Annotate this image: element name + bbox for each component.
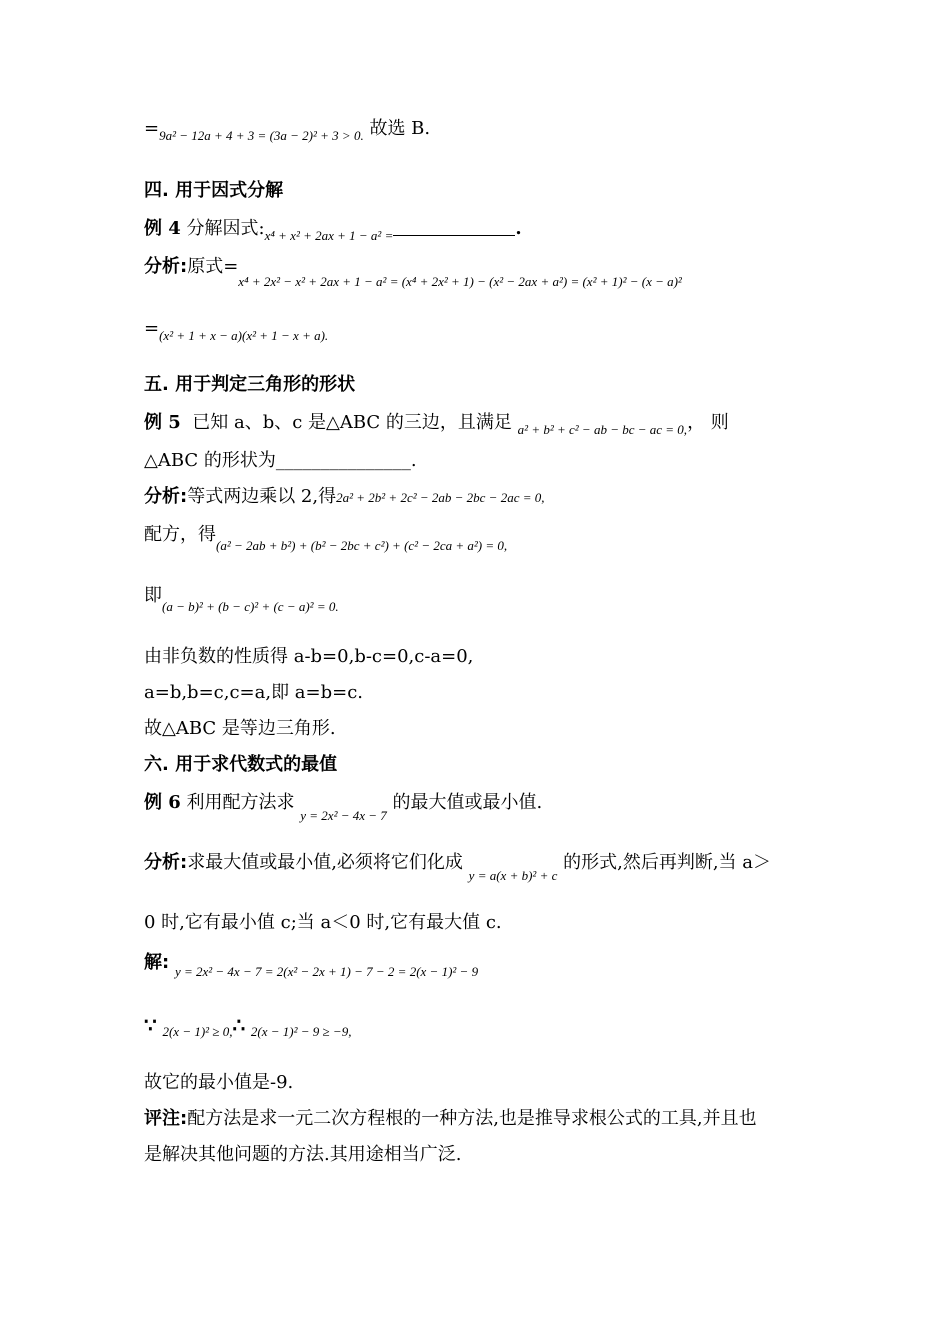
equality-line: a=b,b=c,c=a,即 a=b=c. [144, 682, 364, 703]
example-text: 已知 a、b、c 是△ABC 的三边，且满足 [192, 412, 512, 433]
complete-square-line [144, 524, 507, 557]
math-expression: (x² + 1 + x − a)(x² + 1 − x + a). [159, 328, 329, 343]
equals-sign: = [144, 118, 160, 139]
example-text-end: 的最大值或最小值. [392, 792, 543, 813]
comment-cont: 是解决其他问题的方法.其用途相当广泛. [144, 1144, 462, 1165]
period: . [515, 218, 522, 239]
analysis-5 [144, 486, 545, 509]
minimum-line: 故它的最小值是-9. [144, 1072, 294, 1093]
math-expression: y = a(x + b)² + c [468, 868, 558, 883]
analysis-text-end: 的形式,然后再判断,当 a＞ [563, 852, 771, 873]
analysis-label: 分析: [144, 256, 188, 277]
example-6 [144, 792, 542, 827]
answer-text: 故选 B. [369, 118, 431, 139]
example-text: 利用配方法求 [186, 792, 295, 813]
because-symbol: ∵ [144, 1013, 157, 1037]
analysis-4-cont [144, 318, 328, 347]
equals-sign: = [144, 318, 160, 339]
comment-text: 配方法是求一元二次方程根的一种方法,也是推导求根公式的工具,并且也 [187, 1108, 757, 1129]
math-expression: 2(x − 1)² ≥ 0, [162, 1024, 233, 1039]
analysis-4 [144, 256, 682, 293]
example-5 [144, 412, 729, 441]
section-heading-4: 四. 用于因式分解 [144, 180, 284, 201]
analysis-text: 原式= [187, 256, 239, 277]
analysis-text: 等式两边乘以 2,得 [187, 486, 337, 507]
math-expression: 9a² − 12a + 4 + 3 = (3a − 2)² + 3 > 0. [159, 128, 364, 143]
example-label: 例 6 [144, 792, 181, 813]
math-expression: a² + b² + c² − ab − bc − ac = 0, [517, 422, 688, 437]
section-heading-5: 五. 用于判定三角形的形状 [144, 374, 356, 395]
example-label: 例 5 [144, 412, 181, 433]
math-expression: y = 2x² − 4x − 7 [300, 808, 387, 823]
math-expression: 2a² + 2b² + 2c² − 2ab − 2bc − 2ac = 0, [336, 490, 545, 505]
math-expression: x⁴ + x² + 2ax + 1 − a² = [264, 228, 394, 243]
analysis-text: 求最大值或最小值,必须将它们化成 [187, 852, 463, 873]
math-expression: x⁴ + 2x² − x² + 2ax + 1 − a² = (x⁴ + 2x² + 1) − (x² − 2ax + a²) = (x² + 1)² − (x − a)² [238, 274, 682, 289]
analysis-6 [144, 852, 771, 887]
example-text-end: ， 则 [687, 412, 729, 433]
example-text: 分解因式: [186, 218, 265, 239]
text: 配方，得 [144, 524, 216, 545]
therefore-symbol: ∴ [232, 1013, 246, 1037]
math-expression: 2(x − 1)² − 9 ≥ −9, [250, 1024, 352, 1039]
example-label: 例 4 [144, 218, 181, 239]
math-expression: y = 2x² − 4x − 7 = 2(x² − 2x + 1) − 7 − 2 = 2(x − 1)² − 9 [174, 964, 479, 979]
comment-label: 评注: [144, 1108, 188, 1129]
text: 即 [144, 585, 162, 606]
because-therefore-line [144, 1014, 351, 1043]
conclusion-line: 故△ABC 是等边三角形. [144, 718, 336, 739]
solution [144, 952, 478, 983]
line-1 [144, 118, 430, 147]
nonnegative-line: 由非负数的性质得 a-b=0,b-c=0,c-a=0, [144, 646, 474, 667]
math-expression: (a − b)² + (b − c)² + (c − a)² = 0. [162, 599, 339, 614]
math-expression: (a² − 2ab + b²) + (b² − 2bc + c²) + (c² − 2ca + a²) = 0, [216, 538, 508, 553]
example-4 [144, 218, 522, 247]
solution-label: 解: [144, 952, 170, 973]
answer-blank [393, 219, 515, 236]
analysis-label: 分析: [144, 852, 188, 873]
section-heading-6: 六. 用于求代数式的最值 [144, 754, 338, 775]
example-5-cont: △ABC 的形状为_______________. [144, 450, 417, 471]
analysis-label: 分析: [144, 486, 188, 507]
ji-line [144, 585, 339, 618]
comment [144, 1108, 757, 1130]
analysis-6-cont: 0 时,它有最小值 c;当 a＜0 时,它有最大值 c. [144, 912, 502, 933]
